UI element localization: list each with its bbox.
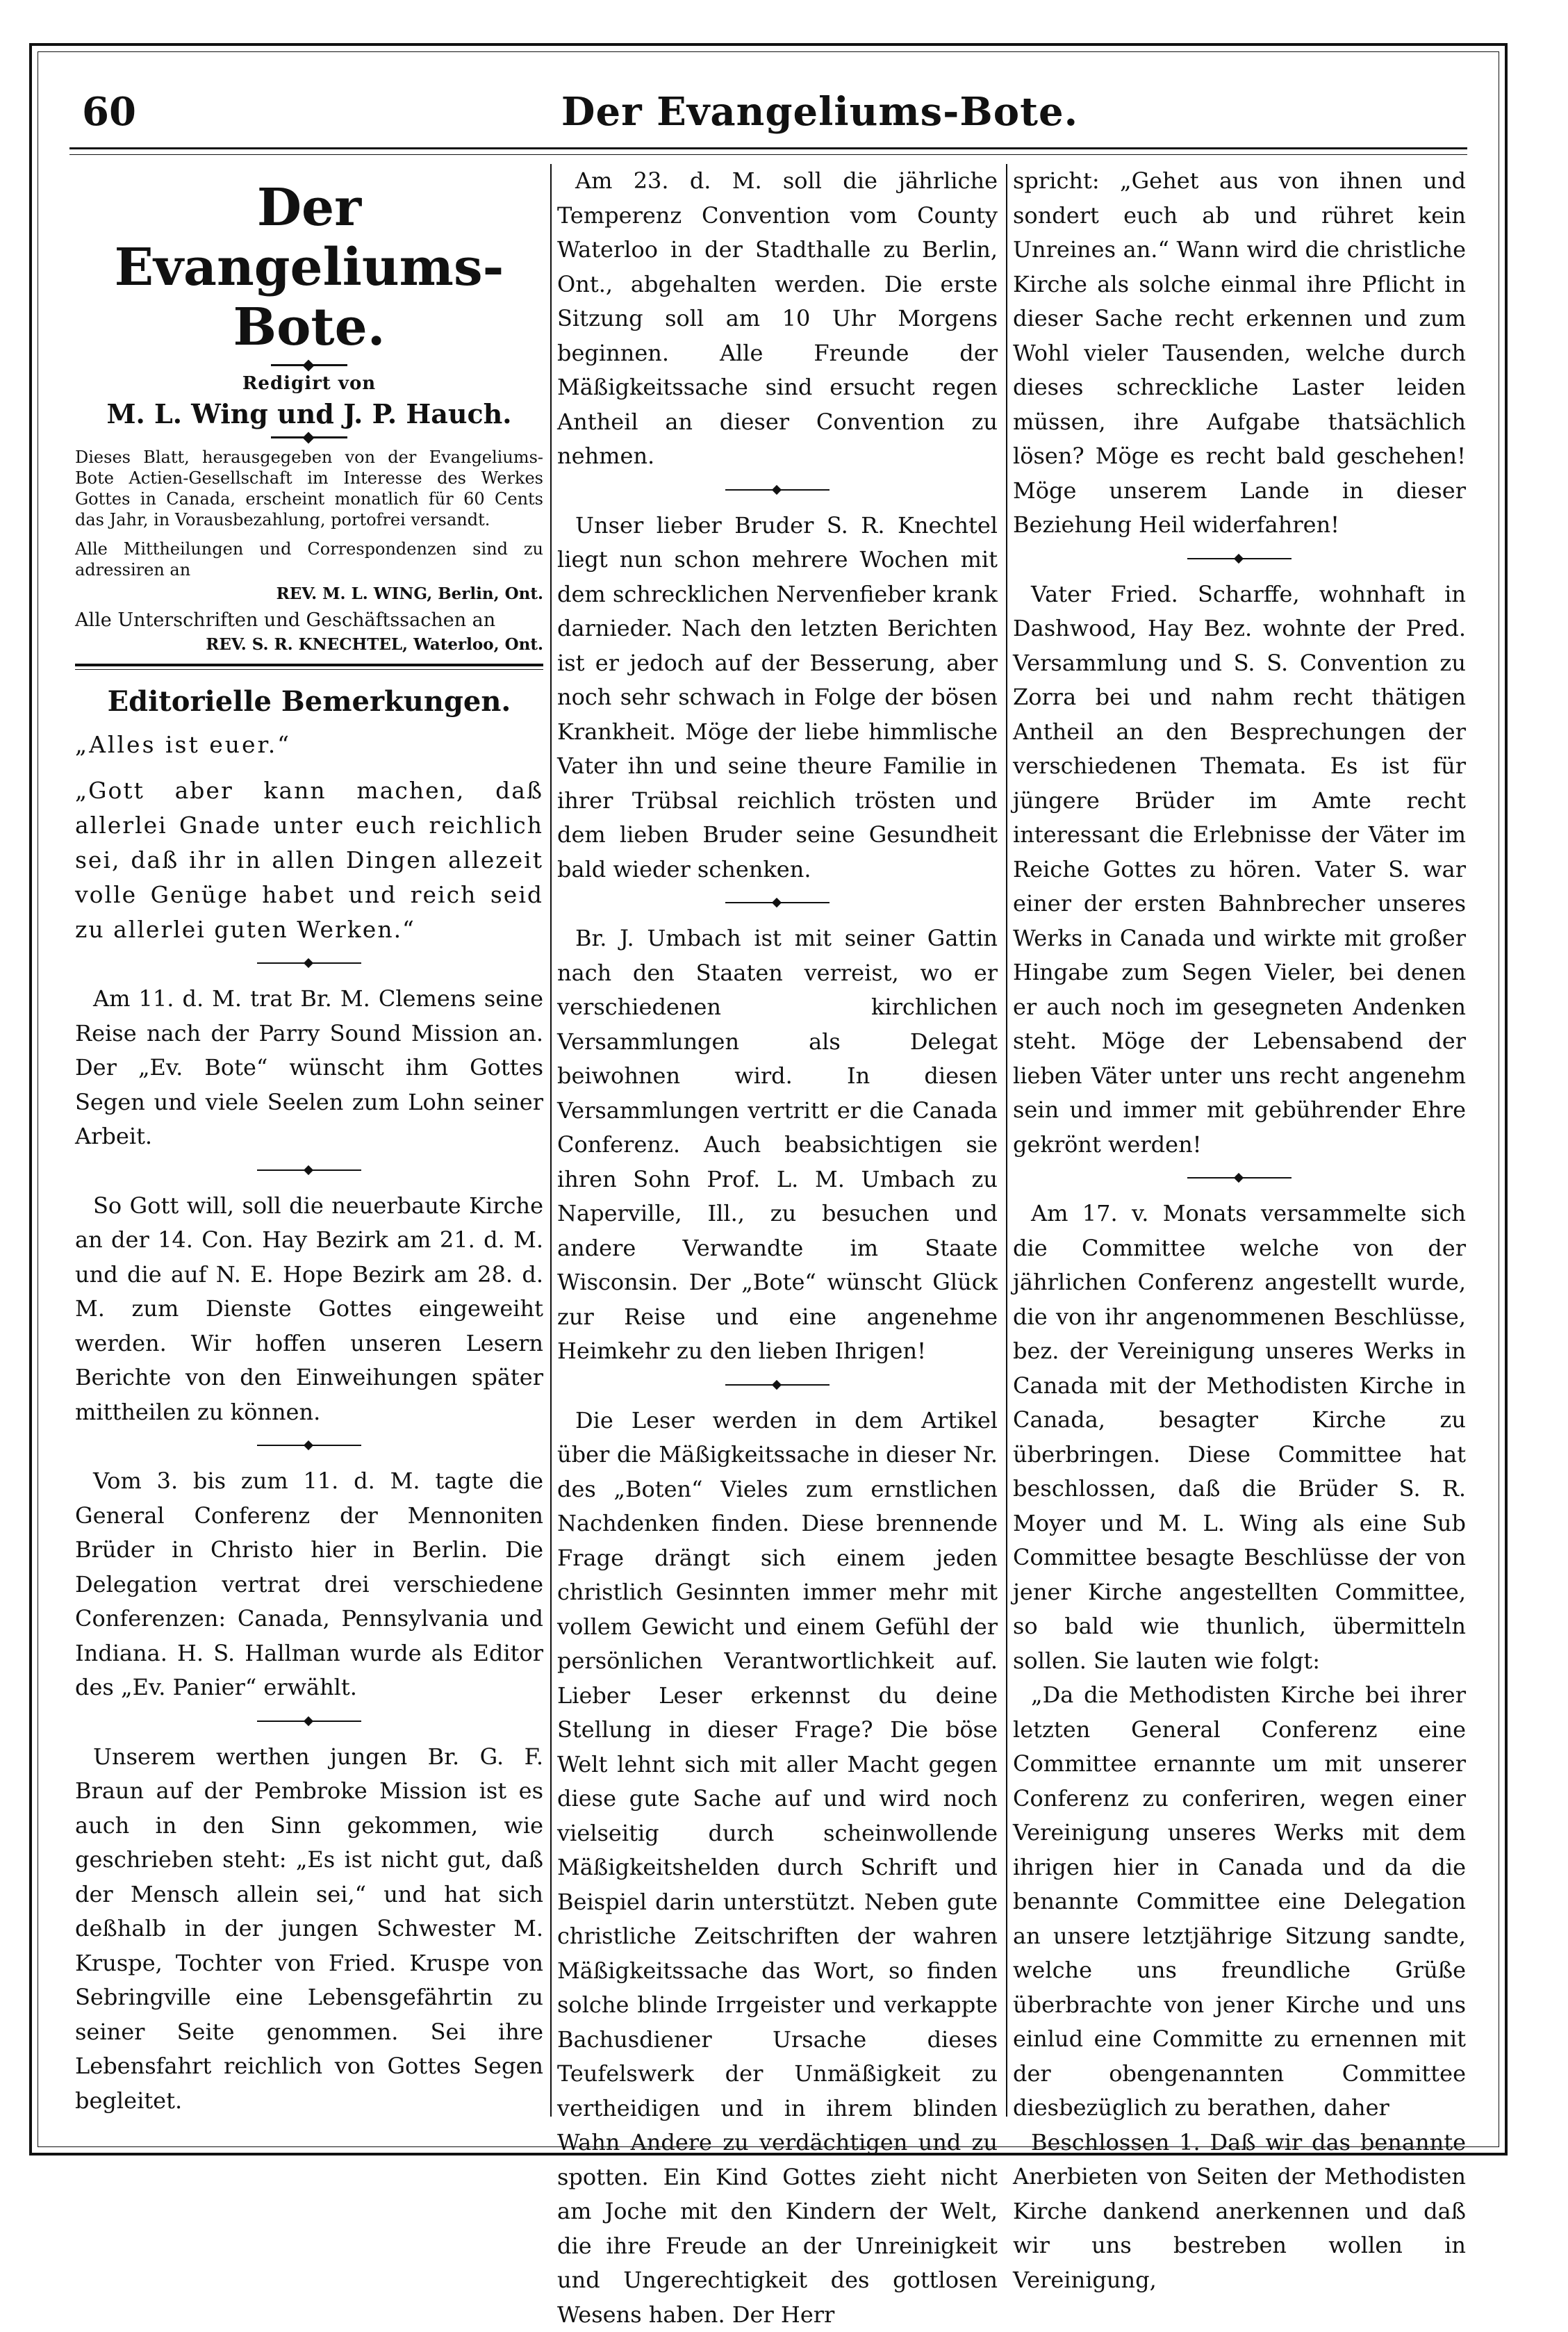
masthead-correspondence: Alle Mittheilungen und Correspondenzen sind zu adressiren an <box>75 539 543 580</box>
editorial-scripture: „Gott aber kann machen, daß allerlei Gnade unter euch reichlich sei, daß ihr in allen Dingen allezeit volle Genüge habet und reich seid zu allerlei guten Werken.“ <box>75 773 543 947</box>
ornament-divider <box>271 436 347 438</box>
running-title: Der Evangeliums-Bote. <box>486 89 1153 135</box>
header-rule-thin <box>69 154 1467 155</box>
article-paragraph: So Gott will, soll die neuerbaute Kirche an der 14. Con. Hay Bezirk am 21. d. M. und die auf N. E. Hope Bezirk am 28. d. M. zum Dienste Gottes eingeweiht werden. Wir hoffen unseren Lesern Berichte von den Einweihungen später mittheilen zu können. <box>75 1189 543 1430</box>
masthead-rule <box>75 664 543 670</box>
article-divider <box>257 1721 361 1722</box>
article-divider <box>1187 558 1291 559</box>
article-paragraph: Unser lieber Bruder S. R. Knechtel liegt nun schon mehrere Wochen mit dem schrecklichen Nervenfieber krank darnieder. Nach den letzten Berichten ist er jedoch auf der Besserung, aber noch sehr schwach in Folge der bösen Krankheit. Möge der liebe himmlische Vater ihn und seine theure Familie in ihrer Trübsal reichlich trösten und dem lieben Bruder seine Gesundheit bald wieder schenken. <box>557 509 998 887</box>
page-number: 60 <box>82 89 136 135</box>
article-divider <box>725 902 830 903</box>
column-separator <box>1006 164 1007 2117</box>
article-paragraph: Unserem werthen jungen Br. G. F. Braun auf der Pembroke Mission ist es auch in den Sinn gekommen, wie geschrieben steht: „Es ist nicht gut, daß der Mensch allein sei,“ und hat sich deßhalb in der jungen Schwester M. Kruspe, Tochter von Fried. Kruspe von Sebringville eine Lebensgefährtin zu seiner Seite genommen. Sei ihre Lebensfahrt reichlich von Gottes Segen begleitet. <box>75 1740 543 2119</box>
article-divider <box>257 1169 361 1171</box>
article-divider <box>257 1445 361 1446</box>
article-paragraph: spricht: „Gehet aus von ihnen und sondert euch ab und rühret kein Unreines an.“ Wann wird die christliche Kirche als solche einmal ihre Pflicht in dieser Sache recht erkennen und zum Wohl vieler Tausenden, welche durch dieses schreckliche Laster leiden müssen, ihre Aufgabe thatsächlich lösen? Möge es recht bald geschehen! Möge unserem Lande in dieser Beziehung Heil widerfahren! <box>1013 164 1466 543</box>
article-divider <box>725 489 830 491</box>
masthead-editors: M. L. Wing und J. P. Hauch. <box>75 398 543 429</box>
ornament-divider <box>271 364 347 366</box>
masthead-address-1: REV. M. L. WING, Berlin, Ont. <box>75 584 543 603</box>
column-1 <box>75 164 543 2117</box>
article-paragraph: Am 23. d. M. soll die jährliche Temperenz Convention vom County Waterloo in der Stadthalle zu Berlin, Ont., abgehalten werden. Die erste Sitzung soll am 10 Uhr Morgens beginnen. Alle Freunde der Mäßigkeitssache sind ersucht regen Antheil an dieser Convention zu nehmen. <box>557 164 998 474</box>
column-2 <box>557 164 998 2117</box>
column-separator <box>550 164 552 2117</box>
article-divider <box>257 962 361 964</box>
masthead-business: Alle Unterschriften und Geschäftssachen an <box>75 609 543 632</box>
masthead-info: Dieses Blatt, herausgegeben von der Evangeliums-Bote Actien-Gesellschaft im Interesse des Werkes Gottes in Canada, erscheint monatlich für 60 Cents das Jahr, in Vorausbezahlung, portofrei versandt. <box>75 447 543 530</box>
article-divider <box>725 1384 830 1386</box>
article-paragraph: Br. J. Umbach ist mit seiner Gattin nach den Staaten verreist, wo er verschiedenen kirchlichen Versammlungen als Delegat beiwohnen wird. In diesen Versammlungen vertritt er die Canada Conferenz. Auch beabsichtigen sie ihren Sohn Prof. L. M. Umbach zu Naperville, Ill., zu besuchen und andere Verwandte im Staate Wisconsin. Der „Bote“ wünscht Glück zur Reise und eine angenehme Heimkehr zu den lieben Ihrigen! <box>557 921 998 1369</box>
article-paragraph: Vater Fried. Scharffe, wohnhaft in Dashwood, Hay Bez. wohnte der Pred. Versammlung und S. S. Convention zu Zorra bei und nahm recht thätigen Antheil an den Besprechungen der verschiedenen Themata. Es ist für jüngere Brüder im Amte recht interessant die Erlebnisse der Väter im Reiche Gottes zu hören. Vater S. war einer der ersten Bahnbrecher unseres Werks in Canada und wirkte mit großer Hingabe zum Segen Vieler, bei denen er auch noch im gesegneten Andenken steht. Möge der Lebensabend der lieben Väter unter uns recht angenehm sein und immer mit gebührender Ehre gekrönt werden! <box>1013 577 1466 1163</box>
article-paragraph: Vom 3. bis zum 11. d. M. tagte die General Conferenz der Mennoniten Brüder in Christo hier in Berlin. Die Delegation vertrat drei verschiedene Conferenzen: Canada, Pennsylvania und Indiana. H. S. Hallman wurde als Editor des „Ev. Panier“ erwählt. <box>75 1464 543 1705</box>
section-heading: Editorielle Bemerkungen. <box>75 685 543 718</box>
masthead-address-2: REV. S. R. KNECHTEL, Waterloo, Ont. <box>75 635 543 654</box>
article-paragraph: Am 17. v. Monats versammelte sich die Committee welche von der jährlichen Conferenz angestellt wurde, die von ihr angenommenen Beschlüsse, bez. der Vereinigung unseres Werks in Canada mit der Methodisten Kirche in Canada, besagter Kirche zu überbringen. Diese Committee hat beschlossen, daß die Brüder S. R. Moyer und M. L. Wing als eine Sub Committee besagte Beschlüsse der von jener Kirche angestellten Committee, so bald wie thunlich, übermitteln sollen. Sie lauten wie folgt: <box>1013 1197 1466 1678</box>
article-paragraph: Beschlossen 1. Daß wir das benannte Anerbieten von Seiten der Methodisten Kirche dankend anerkennen und daß wir uns bestreben wollen in Vereinigung, <box>1013 2126 1466 2298</box>
article-paragraph: Die Leser werden in dem Artikel über die Mäßigkeitssache in dieser Nr. des „Boten“ Vieles zum ernstlichen Nachdenken finden. Diese brennende Frage drängt sich einem jeden christlich Gesinnten immer mehr mit vollem Gewicht und einem Gefühl der persönlichen Verantwortlichkeit auf. Lieber Leser erkennst du deine Stellung in dieser Frage? Die böse Welt lehnt sich mit aller Macht gegen diese gute Sache auf und wird noch vielseitig durch scheinwollende Mäßigkeitshelden durch Schrift und Beispiel darin unterstützt. Neben gute christliche Zeitschriften der wahren Mäßigkeitssache das Wort, so finden solche blinde Irrgeister und verkappte Bachusdiener Ursache dieses Teufelswerk der Unmäßigkeit zu vertheidigen und in ihrem blinden Wahn Andere zu verdächtigen und zu spotten. Ein Kind Gottes zieht nicht am Joche mit den Kindern der Welt, die ihre Freude an der Unreinigkeit und Ungerechtigkeit des gottlosen Wesens haben. Der Herr <box>557 1404 998 2332</box>
article-paragraph: Am 11. d. M. trat Br. M. Clemens seine Reise nach der Parry Sound Mission an. Der „Ev. Bote“ wünscht ihm Gottes Segen und viele Seelen zum Lohn seiner Arbeit. <box>75 982 543 1154</box>
editorial-motto: „Alles ist euer.“ <box>75 728 543 762</box>
header-rule <box>69 147 1467 149</box>
article-paragraph: „Da die Methodisten Kirche bei ihrer letzten General Conferenz eine Committee ernannte um mit unserer Conferenz zu conferiren, wegen einer Vereinigung unseres Werks mit dem ihrigen hier in Canada und da die benannte Committee eine Delegation an unsere letztjährige Sitzung sandte, welche uns freundliche Grüße überbrachte von jener Kirche und uns einlud eine Committe zu ernennen mit der obengenannten Committee diesbezüglich zu berathen, daher <box>1013 1678 1466 2126</box>
masthead-edited-by: Redigirt von <box>75 373 543 394</box>
column-3 <box>1013 164 1466 2117</box>
article-divider <box>1187 1177 1291 1179</box>
masthead-title: Der Evangeliums-Bote. <box>75 178 543 357</box>
